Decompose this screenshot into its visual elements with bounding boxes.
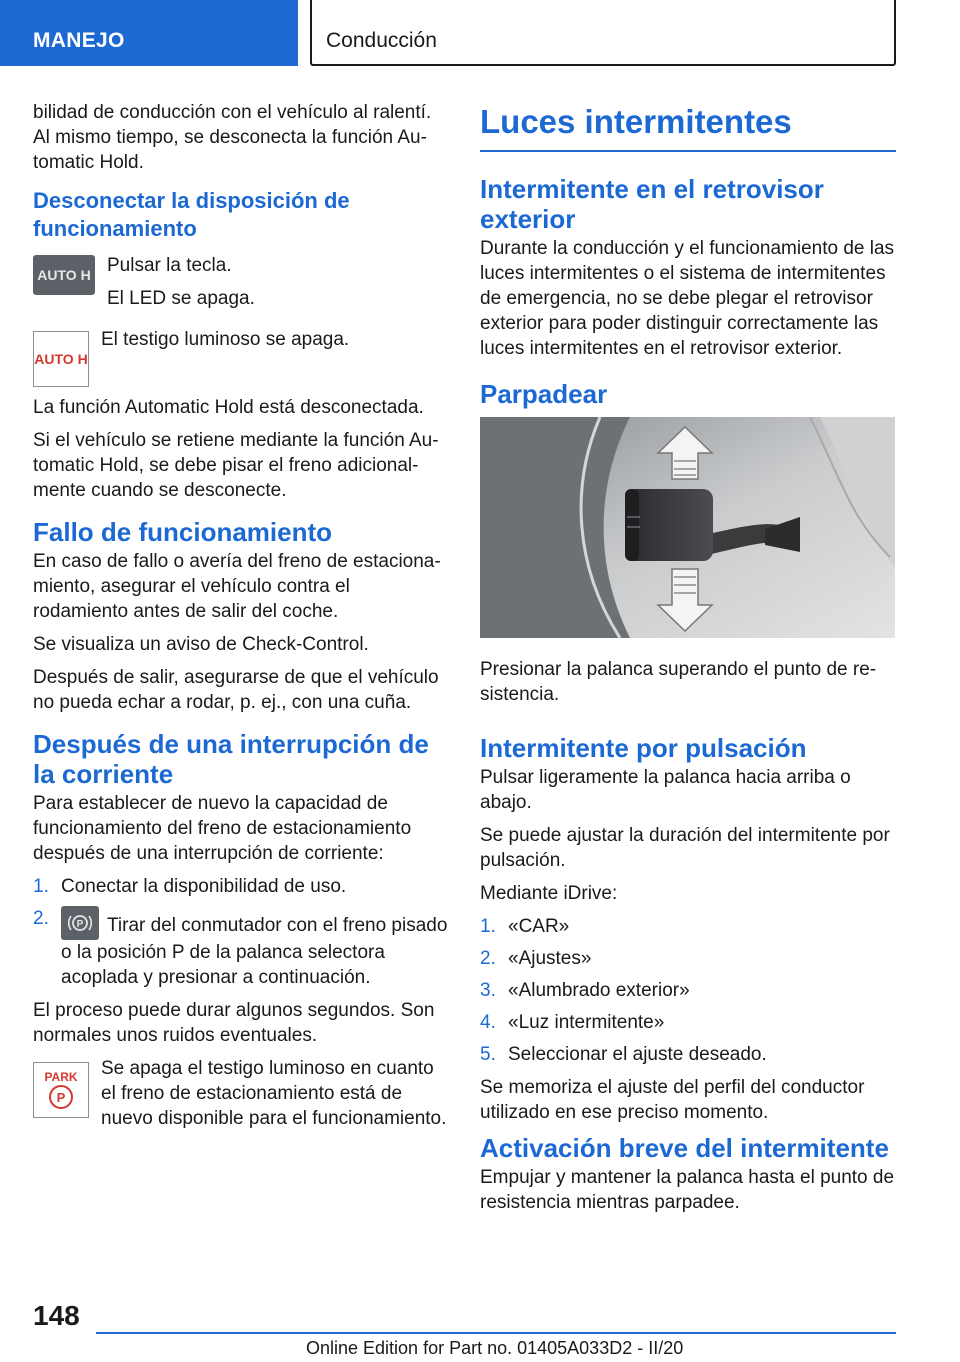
retained-text: Si el vehículo se retiene mediante la función Automatic Hold, se debe pisar el freno adicionalmente cuando se desconecte. [33, 430, 439, 501]
park-indicator-text: Se apaga el testigo luminoso en cuanto el freno de estacionamiento está de nuevo disponible para el funcionamiento. [101, 1058, 447, 1129]
step-number: 2. [33, 908, 49, 929]
heading-mirror-signal: Intermitente en el retrovisor exterior [480, 174, 824, 234]
power-steps-list [33, 874, 449, 990]
parking-brake-switch-icon [61, 906, 99, 940]
heading-malfunction: Fallo de funcionamiento [33, 517, 333, 547]
malfunction-text-2: Se visualiza un aviso de Check-Control. [33, 634, 369, 655]
auto-hold-button-label: AUTO H [37, 267, 91, 283]
step-text: «Alumbrado exterior» [508, 980, 690, 1001]
step-number: 1. [480, 916, 496, 937]
turn-signal-lever-illustration [480, 417, 895, 638]
brief-text: Empujar y mantener la palanca hasta el punto de resistencia mientras parpadee. [480, 1167, 895, 1213]
intro-paragraph: bilidad de conducción con el vehículo al ralentí. Al mismo tiempo, se desconecta la función Automatic Hold. [33, 102, 432, 173]
heading-blink: Parpadear [480, 379, 608, 409]
list-item [33, 874, 449, 899]
auto-hold-indicator-label: AUTO H [34, 351, 88, 367]
idrive-steps-list [480, 914, 896, 1067]
tap-text-3: Mediante iDrive: [480, 883, 618, 904]
list-item [480, 1042, 896, 1067]
power-intro-text: Para establecer de nuevo la capacidad de funcionamiento del freno de estacionamiento después de una interrupción de corriente: [33, 793, 412, 864]
list-item [480, 978, 896, 1003]
right-column [480, 100, 896, 1223]
process-text: El proceso puede durar algunos segundos. Son normales unos ruidos eventuales. [33, 1000, 435, 1046]
blink-text: Presionar la palanca superando el punto de resistencia. [480, 659, 877, 705]
auto-hold-indicator-row [33, 327, 449, 387]
step-number: 1. [33, 876, 49, 897]
function-off-text: La función Automatic Hold está desconectada. [33, 397, 424, 418]
step-number: 4. [480, 1012, 496, 1033]
auto-hold-button-row [33, 253, 449, 319]
led-off-text: El LED se apaga. [107, 288, 255, 309]
chapter-tab [310, 0, 896, 66]
step-text: Conectar la disponibilidad de uso. [61, 876, 347, 897]
park-word: PARK [44, 1070, 78, 1084]
mirror-signal-text: Durante la conducción y el funcionamiento de las luces intermitentes o el sistema de intermitentes de emergencia, no se debe plegar el retrovisor exterior para poder distinguir correctamente las luces intermitentes en el retrovisor exterior. [480, 238, 895, 359]
step-text: «Luz intermitente» [508, 1012, 665, 1033]
indicator-off-text: El testigo luminoso se apaga. [101, 329, 350, 350]
section-title: MANEJO [33, 29, 125, 52]
park-letter: P [49, 1085, 73, 1109]
list-item [480, 1010, 896, 1035]
step-text: Tirar del conmutador con el freno pisado o la posición P de la palanca selectora acoplada y presionar a continuación. [61, 915, 448, 988]
heading-turn-signals: Luces intermitentes [480, 102, 896, 152]
svg-text:P: P [76, 919, 84, 930]
page-number: 148 [33, 1300, 80, 1331]
malfunction-text-1: En caso de fallo o avería del freno de estacionamiento, asegurar el vehículo contra el rodamiento antes de salir del coche. [33, 551, 441, 622]
edition-text: Online Edition for Part no. 01405A033D2 - II/20 [306, 1338, 684, 1358]
auto-hold-button-icon [33, 255, 95, 295]
step-text: Seleccionar el ajuste deseado. [508, 1044, 767, 1065]
profile-text: Se memoriza el ajuste del perfil del conductor utilizado en ese preciso momento. [480, 1077, 865, 1123]
heading-tap-signal: Intermitente por pulsación [480, 733, 807, 763]
section-tab [0, 0, 298, 66]
list-item [33, 906, 449, 990]
step-number: 2. [480, 948, 496, 969]
park-indicator-row [33, 1056, 449, 1139]
chapter-title: Conducción [326, 29, 437, 52]
step-text: «Ajustes» [508, 948, 592, 969]
tap-text-1: Pulsar ligeramente la palanca hacia arriba o abajo. [480, 767, 851, 813]
left-column [33, 100, 449, 1147]
press-key-text: Pulsar la tecla. [107, 255, 232, 276]
step-number: 3. [480, 980, 496, 1001]
heading-deactivate: Desconectar la disposición de funcionamiento [33, 188, 350, 241]
heading-power-interruption: Después de una interrupción de la corriente [33, 729, 429, 789]
footer-divider [96, 1332, 896, 1334]
list-item [480, 946, 896, 971]
malfunction-text-3: Después de salir, asegurarse de que el vehículo no pueda echar a rodar, p. ej., con una cuña. [33, 667, 439, 713]
tap-text-2: Se puede ajustar la duración del intermitente por pulsación. [480, 825, 890, 871]
park-indicator-icon [33, 1062, 89, 1118]
auto-hold-indicator-icon [33, 331, 89, 387]
step-number: 5. [480, 1044, 496, 1065]
heading-brief-activation: Activación breve del intermitente [480, 1133, 889, 1163]
list-item [480, 914, 896, 939]
step-text: «CAR» [508, 916, 570, 937]
